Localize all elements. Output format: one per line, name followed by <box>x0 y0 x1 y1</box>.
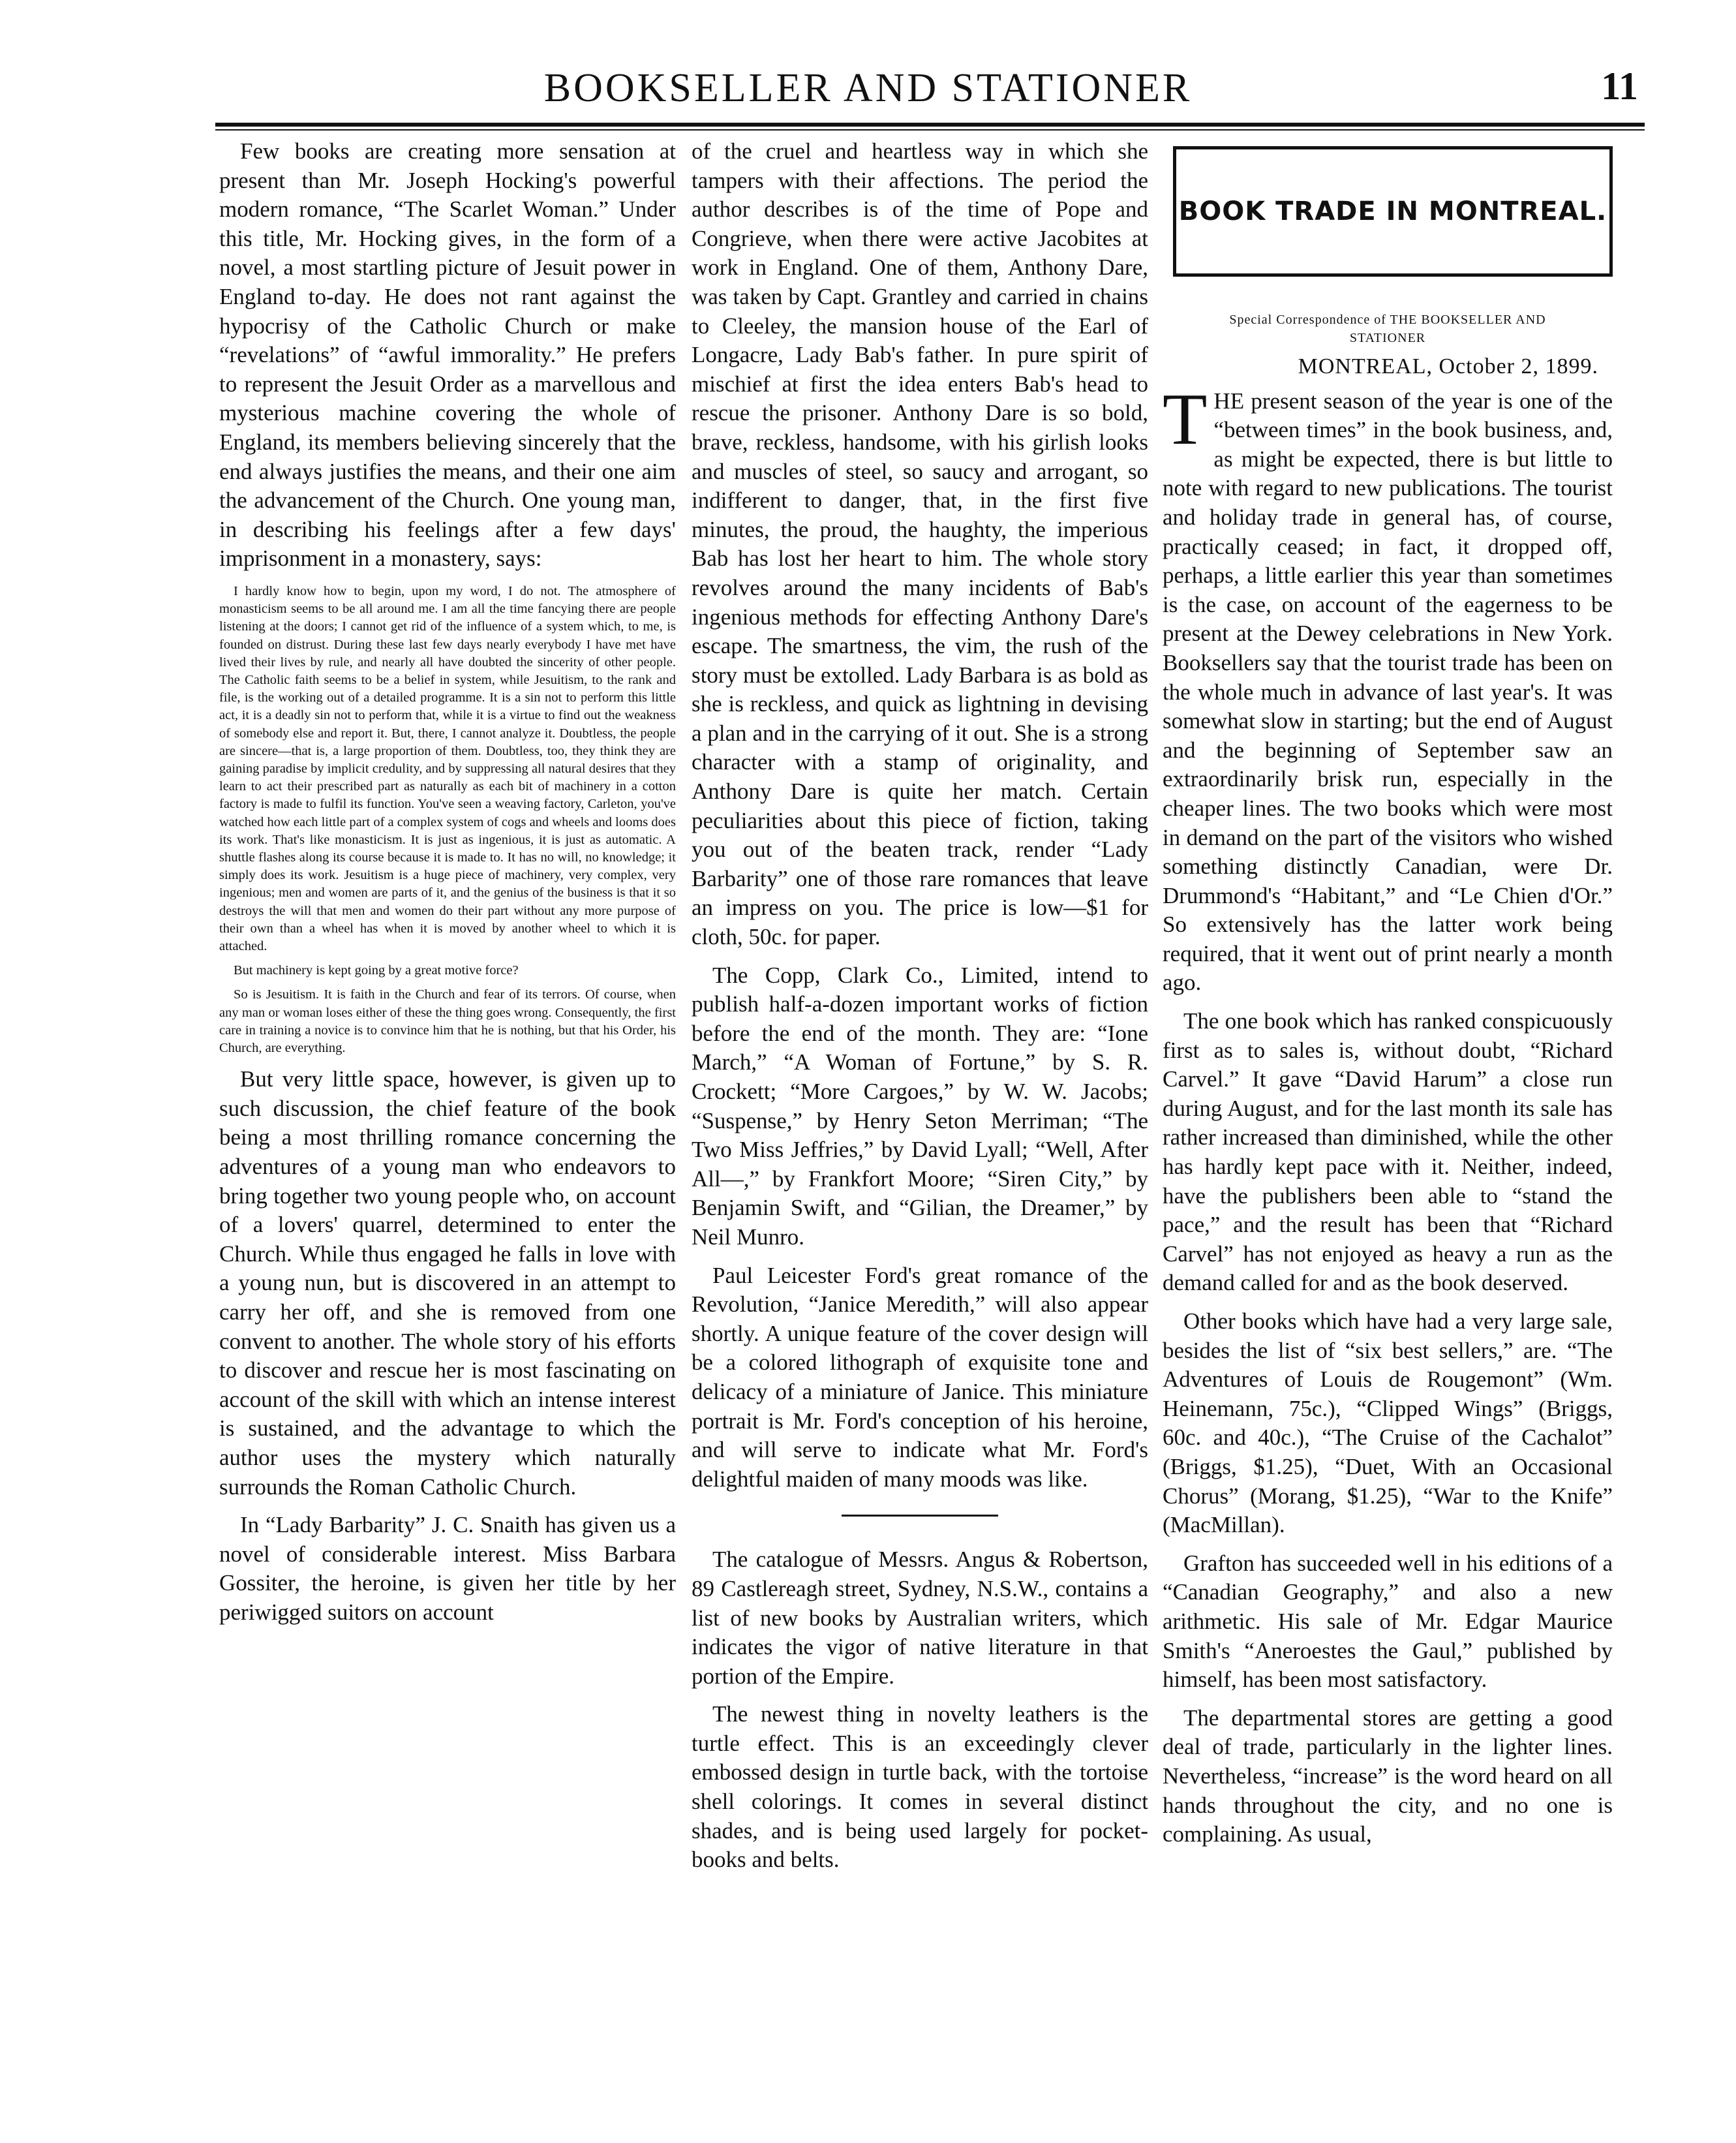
lead-text: HE present season of the year is one of the “between times” in the book business, and, as might be expected, there is but little to note with regard to new publications. The tourist and holiday trade in general has, of course, practically ceased; in fact, it dropped off, perhaps, a little earlier this year than sometimes is the case, on account of the eagerness to be present at the Dewey celebrations in New York. Booksellers say that the tourist trade has been on the whole much in advance of last year's. It was somewhat slow in starting; but the end of August and the beginning of September saw an extraordinarily brisk run, especially in the cheaper lines. The two books which were most in demand on the part of the visitors who wished something distinctly Canadian, were Dr. Drummond's “Habitant,” and “Le Chien d'Or.” So extensively has the latter work being required, that it went out of print nearly a month ago. <box>1163 388 1613 996</box>
credit-line: STATIONER <box>1349 331 1426 345</box>
article-paragraph: Grafton has succeeded well in his editions of a “Canadian Geography,” and also a new arithmetic. His sale of Mr. Edgar Maurice Smith's “Aneroestes the Gaul,” published by himself, has been most satisfactory. <box>1163 1550 1613 1693</box>
quote-paragraph: So is Jesuitism. It is faith in the Church and fear of its terrors. Of course, when any man or woman loses either of these the thing goes wrong. Consequently, the first care in training a novice is to convince him that he is nothing, but that his Order, his Church, are everything. <box>219 987 676 1055</box>
running-title: BOOKSELLER AND STATIONER <box>543 66 1193 110</box>
article-paragraph: The catalogue of Messrs. Angus & Robertson, 89 Castlereagh street, Sydney, N.S.W., contains a list of new books by Australian writers, which indicates the vigor of native literature in that portion of the Empire. <box>692 1547 1148 1689</box>
quote-paragraph: I hardly know how to begin, upon my word, I do not. The atmosphere of monasticism seems to be all around me. I am all the time fancying there are people listening at the doors; I cannot get rid of the influence of a system which, to me, is founded on distrust. During these last few days nearly everybody I have met have lived their lives by rule, and nearly all have doubted the sincerity of other people. The Catholic faith seems to be a belief in system, while Jesuitism, to the rank and file, is the working out of a detailed programme. It is a sin not to perform this little act, it is a deadly sin not to perform that, while it is a virtue to find out the weakness of somebody else and report it. But, there, I cannot analyze it. Doubtless, the people are sincere—that is, a large proportion of them. Doubtless, too, they think they are gaining paradise by implicit credulity, and by suppressing all natural desires that they learn to act their prescribed part as naturally as each bit of machinery in a cotton factory is made to fulfil its function. You've seen a weaving factory, Carleton, you've watched how each little part of a complex system of cogs and wheels and looms does its work. That's like monasticism. It is just as ingenious, it is just as automatic. A shuttle flashes along its course because it is made to. It has no will, no knowledge; it simply does its work. Jesuitism is a huge piece of machinery, very complex, very ingenious; men and women are parts of it, and the genius of the business is that it so destroys the will that men and women do their part without any more purpose of their own than a wheel has when it is moved by another wheel to which it is attached. <box>219 583 676 953</box>
column-left <box>219 137 676 1636</box>
dateline: MONTREAL, October 2, 1899. <box>1298 354 1598 378</box>
block-quote <box>219 583 676 1057</box>
article-paragraph <box>1163 378 1613 998</box>
header-rule <box>215 123 1645 131</box>
column-right <box>1163 137 1613 1858</box>
section-title-box <box>1173 146 1613 277</box>
article-paragraph: In “Lady Barbarity” J. C. Snaith has given us a novel of considerable interest. Miss Barbara Gossiter, the heroine, is given her title by her periwigged suitors on account <box>219 1512 676 1625</box>
credit-line: Special Correspondence of THE BOOKSELLER AND <box>1229 313 1546 327</box>
article-paragraph: The one book which has ranked conspicuously first as to sales is, without doubt, “Richard Carvel.” It gave “David Harum” a close run during August, and for the last month its sale has rather increased than diminished, while the other has hardly kept pace with it. Neither, indeed, have the publishers been able to “stand the pace,” and the result has been that “Richard Carvel” has not enjoyed as heavy a run as the demand called for and as the book deserved. <box>1163 1008 1613 1296</box>
article-paragraph: The Copp, Clark Co., Limited, intend to publish half-a-dozen important works of fiction before the end of the month. They are: “Ione March,” “A Woman of Fortune,” by S. R. Crockett; “More Cargoes,” by W. W. Jacobs; “Suspense,” by Henry Seton Merriman; “The Two Miss Jeffries,” by David Lyall; “Well, After All—,” by Frankfort Moore; “Siren City,” by Benjamin Swift, and “Gilian, the Dreamer,” by Neil Munro. <box>692 962 1148 1250</box>
article-paragraph: But very little space, however, is given up to such discussion, the chief feature of the book being a most thrilling romance concerning the adventures of a young man who endeavors to bring together two young people who, on account of a lovers' quarrel, determined to enter the Church. While thus engaged he falls in love with a young nun, but is discovered in an attempt to carry her off, and she is removed from one convent to another. The whole story of his efforts to discover and rescue her is most fascinating on account of the skill with which an intense interest is sustained, and the advantage to which the author uses the mystery which naturally surrounds the Roman Catholic Church. <box>219 1066 676 1500</box>
page-header <box>0 57 1736 129</box>
section-divider <box>842 1515 998 1517</box>
article-paragraph: The departmental stores are getting a good deal of trade, particularly in the lighter lines. Nevertheless, “increase” is the word heard on all hands throughout the city, and no one is complaining. As usual, <box>1163 1704 1613 1847</box>
article-paragraph: Paul Leicester Ford's great romance of the Revolution, “Janice Meredith,” will also appear shortly. A unique feature of the cover design will be a colored lithograph of exquisite tone and delicacy of a miniature of Janice. This miniature portrait is Mr. Ford's conception of his heroine, and will serve to indicate what Mr. Ford's delightful maiden of many moods was like. <box>692 1262 1148 1492</box>
correspondence-credit <box>1163 311 1613 347</box>
page-number: 11 <box>1601 65 1638 108</box>
article-paragraph: Few books are creating more sensation at present than Mr. Joseph Hocking's powerful modern romance, “The Scarlet Woman.” Under this title, Mr. Hocking gives, in the form of a novel, a most startling picture of Jesuit power in England to-day. He does not rant against the hypocrisy of the Catholic Church or make “revelations” of “awful immorality.” He prefers to represent the Jesuit Order as a marvellous and mysterious machine covering the whole of England, its members believing sincerely that the end always justifies the means, and their one aim the advancement of the Church. One young man, in describing his feelings after a few days' imprisonment in a monastery, says: <box>219 138 676 572</box>
article-paragraph: Other books which have had a very large sale, besides the list of “six best sellers,” are. “The Adventures of Louis de Rougemont” (Wm. Heinemann, 75c.), “Clipped Wings” (Briggs, 60c. and 40c.), “The Cruise of the Cachalot” (Briggs, $1.25), “Duet, With an Occasional Chorus” (Morang, $1.25), “War to the Knife” (MacMillan). <box>1163 1308 1613 1538</box>
column-middle <box>692 137 1148 1884</box>
drop-cap: T <box>1163 378 1208 460</box>
article-paragraph: of the cruel and heartless way in which she tampers with their affections. The period the author describes is of the time of Pope and Congrieve, when there were active Jacobites at work in England. One of them, Anthony Dare, was taken by Capt. Grantley and carried in chains to Cleeley, the mansion house of the Earl of Longacre, Lady Bab's father. In pure spirit of mischief at first the idea enters Bab's head to rescue the prisoner. Anthony Dare is so bold, brave, reckless, handsome, with his girlish looks and muscles of steel, so saucy and arrogant, so indifferent to danger, that, in the first five minutes, the proud, the haughty, the imperious Bab has lost her heart to him. The whole story revolves around the many incidents of Bab's ingenious methods for effecting Anthony Dare's escape. The smartness, the vim, the rush of the story must be extolled. Lady Barbara is as bold as she is reckless, and quick as lightning in devising a plan and in the carrying of it out. She is a strong character with a stamp of originality, and Anthony Dare is quite her match. Certain peculiarities about this piece of fiction, taking you out of the beaten track, render “Lady Barbarity” one of those rare romances that leave an impress on you. The price is low—$1 for cloth, 50c. for paper. <box>692 138 1148 950</box>
section-title: BOOK TRADE IN MONTREAL. <box>1178 196 1607 226</box>
article-paragraph: The newest thing in novelty leathers is the turtle effect. This is an exceedingly clever embossed design in turtle back, with the tortoise shell colorings. It comes in several distinct shades, and is being used largely for pocket-books and belts. <box>692 1701 1148 1873</box>
quote-paragraph: But machinery is kept going by a great motive force? <box>234 963 519 978</box>
